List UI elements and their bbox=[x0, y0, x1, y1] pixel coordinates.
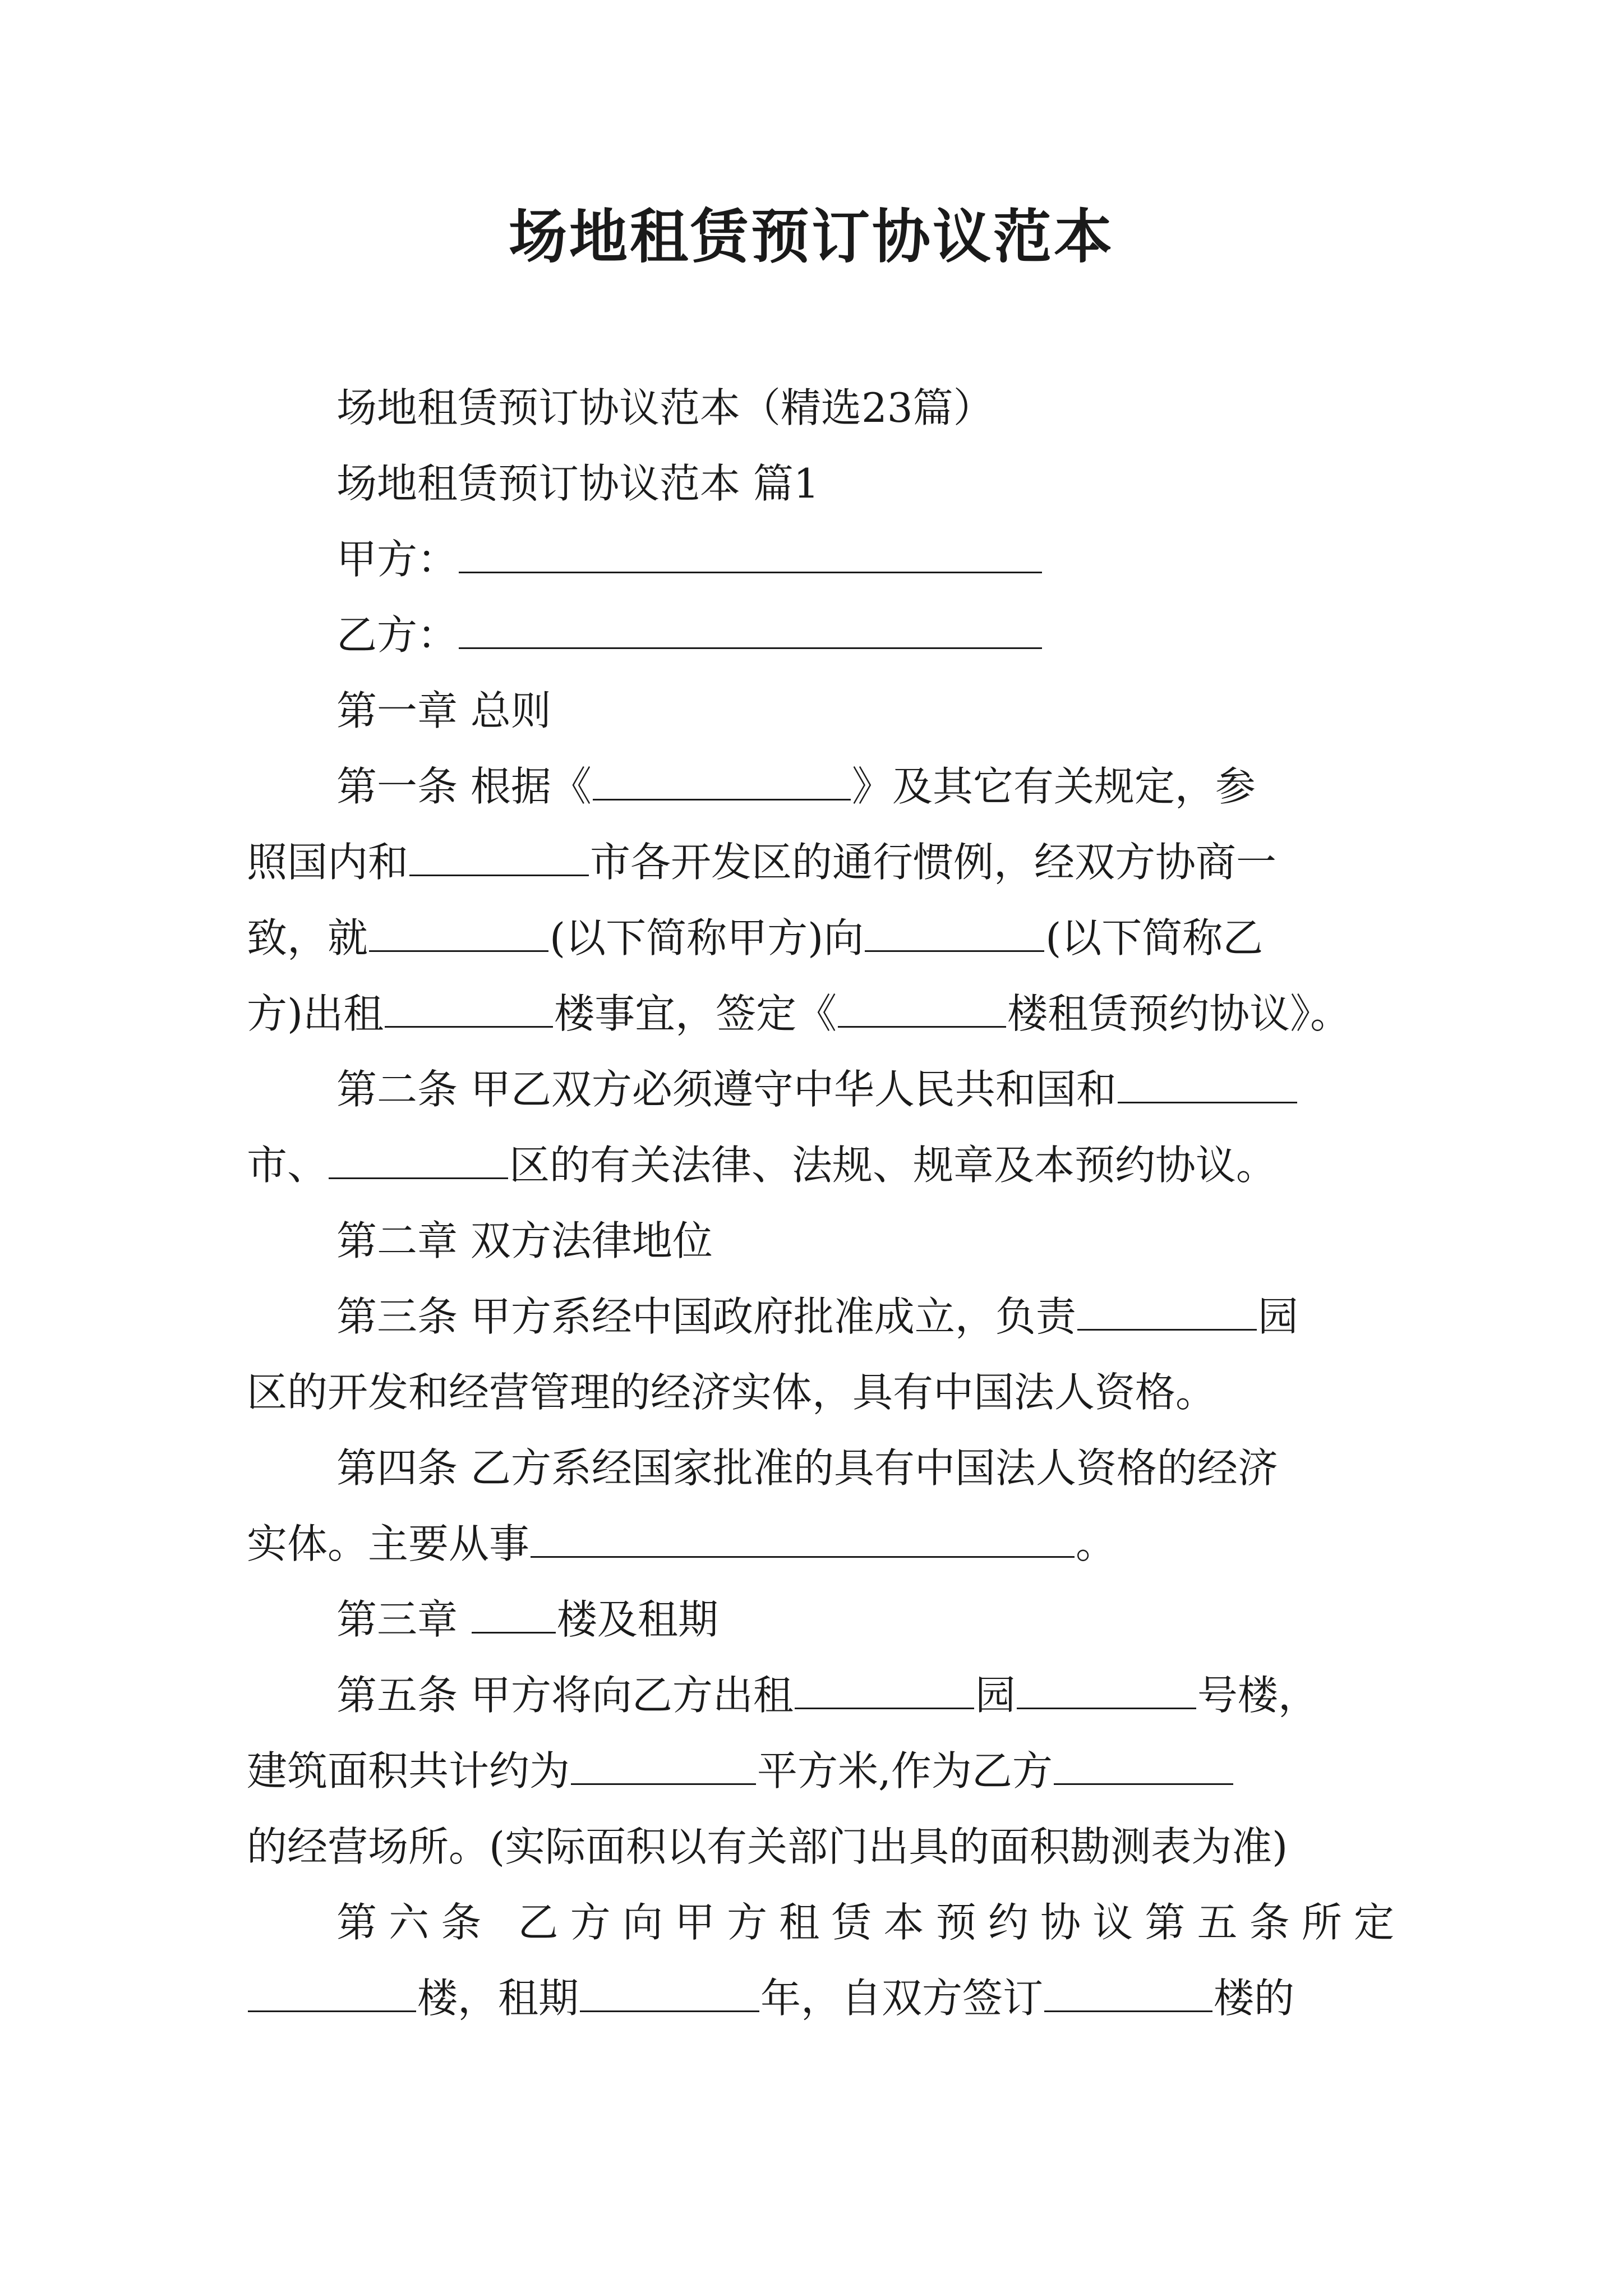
party-a-blank bbox=[459, 538, 1042, 573]
text-segment: (以下简称甲方)向 bbox=[550, 914, 864, 961]
fill-blank bbox=[1118, 1068, 1297, 1103]
fill-blank bbox=[865, 917, 1044, 952]
fill-blank bbox=[409, 841, 589, 876]
party-b-blank bbox=[459, 614, 1042, 649]
fill-blank bbox=[1017, 1674, 1196, 1709]
text-segment: 楼租赁预约协议》。 bbox=[1007, 990, 1351, 1037]
text-segment: 照国内和 bbox=[247, 839, 409, 886]
paragraph-chapter-3 bbox=[247, 1582, 1396, 1658]
text-segment: 楼及租期 bbox=[556, 1596, 718, 1643]
fill-blank bbox=[531, 1522, 1075, 1558]
paragraph-article-6-line-1: 第六条 乙方向甲方租赁本预约协议第五条所定 bbox=[336, 1899, 1396, 1946]
text-segment: 第三章 bbox=[336, 1596, 471, 1643]
text-segment: 第二条 甲乙双方必须遵守中华人民共和国和 bbox=[336, 1066, 1117, 1113]
paragraph-article-2-line-2 bbox=[247, 1128, 1396, 1203]
paragraph-article-4-line-2 bbox=[247, 1506, 1396, 1582]
text-segment: 区的有关法律、法规、规章及本预约协议。 bbox=[509, 1142, 1277, 1189]
fill-blank bbox=[472, 1598, 556, 1634]
fill-blank bbox=[1044, 1977, 1212, 2012]
text-segment: 》及其它有关规定，参 bbox=[851, 763, 1256, 810]
fill-blank bbox=[329, 1144, 508, 1179]
paragraph-article-4-line-1: 第四条 乙方系经国家批准的具有中国法人资格的经济 bbox=[336, 1444, 1278, 1492]
text-segment: 。 bbox=[1076, 1520, 1117, 1567]
text-segment: (以下简称乙 bbox=[1045, 914, 1264, 961]
text-segment: 平方米,作为乙方 bbox=[757, 1747, 1053, 1795]
fill-blank bbox=[580, 1977, 759, 2012]
paragraph-article-3-line-2: 区的开发和经营管理的经济实体，具有中国法人资格。 bbox=[247, 1369, 1216, 1416]
text-segment: 市、 bbox=[247, 1142, 328, 1189]
text-segment: 市各开发区的通行惯例，经双方协商一 bbox=[590, 839, 1277, 886]
fill-blank bbox=[248, 1977, 416, 2012]
fill-blank bbox=[795, 1674, 974, 1709]
paragraph-article-5-line-2 bbox=[247, 1733, 1396, 1809]
text-segment: 园 bbox=[1257, 1293, 1298, 1340]
paragraph-article-5-line-1 bbox=[247, 1658, 1396, 1733]
fill-blank bbox=[385, 992, 553, 1028]
text-segment: 楼，租期 bbox=[417, 1975, 579, 2022]
text-segment: 第五条 甲方将向乙方出租 bbox=[336, 1672, 794, 1719]
paragraph-chapter-2: 第二章 双方法律地位 bbox=[336, 1217, 713, 1264]
text-segment: 号楼， bbox=[1197, 1672, 1318, 1719]
paragraph-article-6-line-2 bbox=[247, 1961, 1396, 2036]
paragraph-article-1-line-2 bbox=[247, 825, 1396, 900]
paragraph-section-heading: 场地租赁预订协议范本 篇1 bbox=[336, 460, 819, 507]
paragraph-article-5-line-3: 的经营场所。(实际面积以有关部门出具的面积勘测表为准) bbox=[247, 1823, 1288, 1870]
paragraph-article-1-line-4 bbox=[247, 976, 1396, 1052]
party-b-label: 乙方： bbox=[336, 611, 458, 659]
text-segment: 方)出租 bbox=[247, 990, 384, 1037]
paragraph-article-3-line-1 bbox=[247, 1279, 1396, 1355]
text-segment: 楼的 bbox=[1214, 1975, 1295, 2022]
paragraph-article-1-line-1 bbox=[247, 749, 1396, 825]
paragraph-subtitle: 场地租赁预订协议范本（精选23篇） bbox=[336, 384, 994, 431]
text-segment: 第一条 根据《 bbox=[336, 763, 592, 810]
document-title: 场地租赁预订协议范本 bbox=[508, 202, 1114, 271]
fill-blank bbox=[1077, 1295, 1257, 1331]
paragraph-article-1-line-3 bbox=[247, 900, 1396, 976]
document-body bbox=[247, 370, 1396, 2036]
text-segment: 建筑面积共计约为 bbox=[247, 1747, 570, 1795]
text-segment: 楼事宜，签定《 bbox=[554, 990, 837, 1037]
text-segment: 园 bbox=[975, 1672, 1016, 1719]
text-segment: 实体。主要从事 bbox=[247, 1520, 530, 1567]
fill-blank bbox=[571, 1750, 756, 1785]
fill-blank bbox=[1054, 1750, 1233, 1785]
paragraph-chapter-1: 第一章 总则 bbox=[336, 687, 551, 734]
paragraph-party-b bbox=[247, 597, 1396, 673]
fill-blank bbox=[369, 917, 548, 952]
text-segment: 致，就 bbox=[247, 914, 368, 961]
fill-blank bbox=[838, 992, 1006, 1028]
text-segment: 年，自双方签订 bbox=[760, 1975, 1044, 2022]
paragraph-party-a bbox=[247, 522, 1396, 597]
fill-blank bbox=[593, 765, 851, 800]
party-a-label: 甲方： bbox=[336, 536, 458, 583]
text-segment: 第三条 甲方系经中国政府批准成立，负责 bbox=[336, 1293, 1076, 1340]
paragraph-article-2-line-1 bbox=[247, 1052, 1396, 1128]
